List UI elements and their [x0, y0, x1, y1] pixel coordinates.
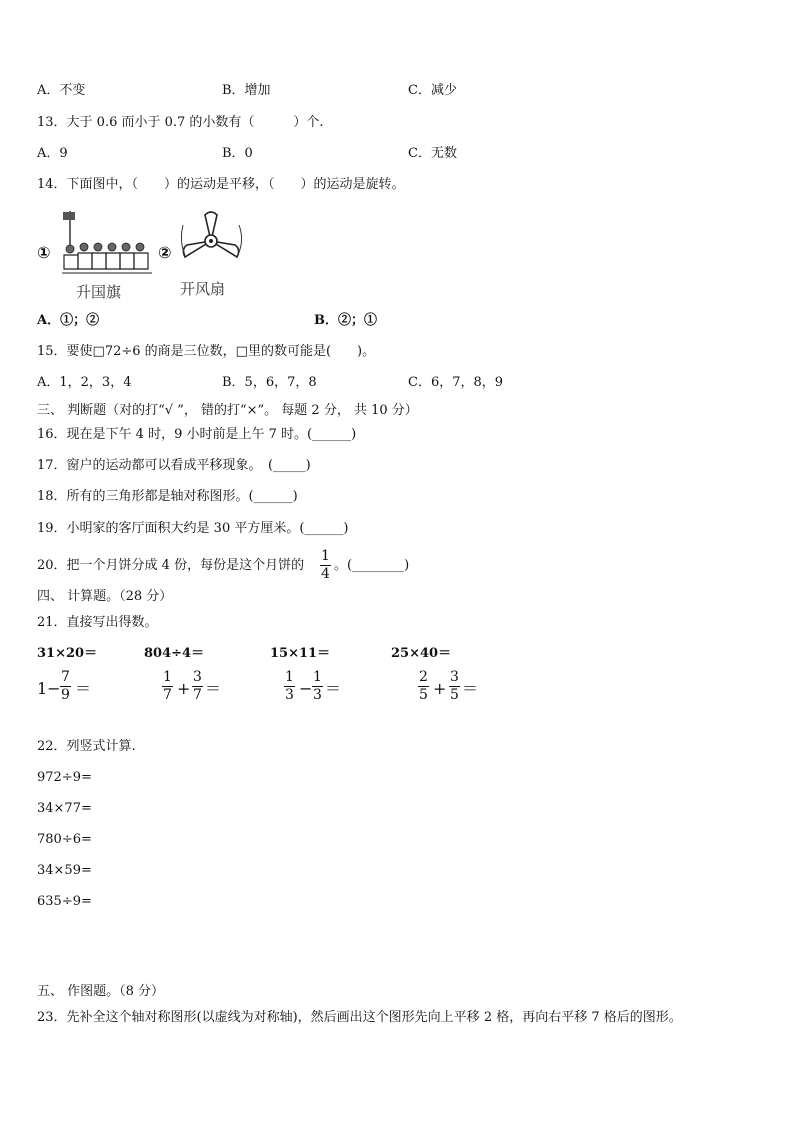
- q12-option-a: A．不变: [37, 83, 86, 98]
- q21-expr-4-den-b: 5: [450, 687, 459, 703]
- q21-expr-2-fraction-b: [192, 670, 203, 703]
- section-3-heading: 三、 判断题（对的打“√ ”， 错的打“×”。 每题 2 分， 共 10 分）: [37, 403, 418, 418]
- q21-expr-4-num-b: 3: [450, 669, 459, 685]
- q21-expr-1-denominator: 9: [61, 687, 70, 703]
- q22-text: 22．列竖式计算.: [37, 739, 136, 754]
- q21-expr-4-operator: +: [433, 679, 447, 698]
- q21-item-3: 15×11＝: [270, 646, 331, 661]
- q14-option-a: A．①；②: [37, 313, 100, 328]
- q21-expr-1-numerator: 7: [61, 669, 70, 685]
- q20-denominator: 4: [321, 566, 330, 582]
- q21-expr-3-equals: ＝: [325, 679, 342, 698]
- q13-option-c: C．无数: [408, 146, 457, 161]
- figure-2-number: ②: [158, 243, 172, 262]
- fan-illustration: [175, 205, 251, 277]
- figure-1-label: 升国旗: [76, 283, 122, 301]
- q15-option-b: B．5，6，7，8: [222, 375, 317, 390]
- q15-option-c: C．6，7，8，9: [408, 375, 504, 390]
- q22-item-4: 34×59=: [37, 863, 92, 878]
- q21-expr-1-lead: 1−: [37, 679, 61, 698]
- q12-option-c: C．减少: [408, 83, 457, 98]
- q18-text: 18．所有的三角形都是轴对称图形。(______): [37, 489, 298, 504]
- figure-1-number: ①: [37, 243, 51, 262]
- q14-option-b: B．②；①: [314, 313, 377, 328]
- q23-text: 23．先补全这个轴对称图形(以虚线为对称轴)，然后画出这个图形先向上平移 2 格，再向右平移 7 格后的图形。: [37, 1010, 682, 1025]
- q21-expr-3-den-b: 3: [313, 687, 322, 703]
- q21-expr-2-den-a: 7: [163, 687, 172, 703]
- q14-text: 14．下面图中，（ ）的运动是平移，（ ）的运动是旋转。: [37, 177, 405, 192]
- q21-expr-3-num-a: 1: [285, 669, 294, 685]
- q21-expr-3-operator: −: [299, 679, 313, 698]
- q21-expr-1-fraction: [60, 670, 71, 703]
- figure-2-label: 开风扇: [180, 280, 226, 298]
- q15-text: 15．要使□72÷6 的商是三位数，□里的数可能是( )。: [37, 344, 376, 359]
- section-4-heading: 四、 计算题。（28 分）: [37, 589, 173, 604]
- q21-expr-4-fraction-a: [418, 670, 429, 703]
- q21-item-1: 31×20＝: [37, 646, 98, 661]
- q21-text: 21．直接写出得数。: [37, 615, 158, 630]
- q17-text: 17．窗户的运动都可以看成平移现象。 (_____): [37, 458, 311, 473]
- q21-expr-3-fraction-a: [284, 670, 295, 703]
- q21-expr-2-num-b: 3: [193, 669, 202, 685]
- q16-text: 16．现在是下午 4 时，9 小时前是上午 7 时。(______): [37, 427, 357, 442]
- q21-expr-2-operator: +: [177, 679, 191, 698]
- q13-option-a: A．9: [37, 146, 68, 161]
- q13-text: 13．大于 0.6 而小于 0.7 的小数有（ ）个.: [37, 115, 324, 130]
- q22-item-2: 34×77=: [37, 801, 92, 816]
- q21-expr-2-den-b: 7: [193, 687, 202, 703]
- q22-item-5: 635÷9=: [37, 894, 92, 909]
- q21-expr-3-fraction-b: [312, 670, 323, 703]
- q21-expr-4-fraction-b: [449, 670, 460, 703]
- q21-expr-3-num-b: 1: [313, 669, 322, 685]
- q20-numerator: 1: [321, 548, 330, 564]
- section-5-heading: 五、 作图题。（8 分）: [37, 984, 165, 999]
- q21-expr-2-num-a: 1: [163, 669, 172, 685]
- q13-option-b: B．0: [222, 146, 253, 161]
- q21-expr-2-fraction-a: [162, 670, 173, 703]
- q20-text: 20．把一个月饼分成 4 份，每份是这个月饼的: [37, 558, 305, 573]
- q21-expr-4-num-a: 2: [419, 669, 428, 685]
- q21-expr-4-den-a: 5: [419, 687, 428, 703]
- q12-option-b: B．增加: [222, 83, 271, 98]
- q21-expr-3-den-a: 3: [285, 687, 294, 703]
- q20-fraction: [320, 549, 331, 582]
- q20-answer-blank: 。(________): [334, 558, 410, 573]
- q21-expr-2-equals: ＝: [205, 679, 222, 698]
- q22-item-1: 972÷9=: [37, 770, 92, 785]
- q21-expr-1-equals: ＝: [75, 679, 92, 698]
- flag-raising-illustration: [58, 205, 158, 281]
- q15-option-a: A．1，2，3，4: [37, 375, 132, 390]
- q21-item-2: 804÷4＝: [144, 646, 205, 661]
- q22-item-3: 780÷6=: [37, 832, 92, 847]
- q21-item-4: 25×40＝: [391, 646, 452, 661]
- q19-text: 19．小明家的客厅面积大约是 30 平方厘米。(______): [37, 521, 349, 536]
- q21-expr-4-equals: ＝: [462, 679, 479, 698]
